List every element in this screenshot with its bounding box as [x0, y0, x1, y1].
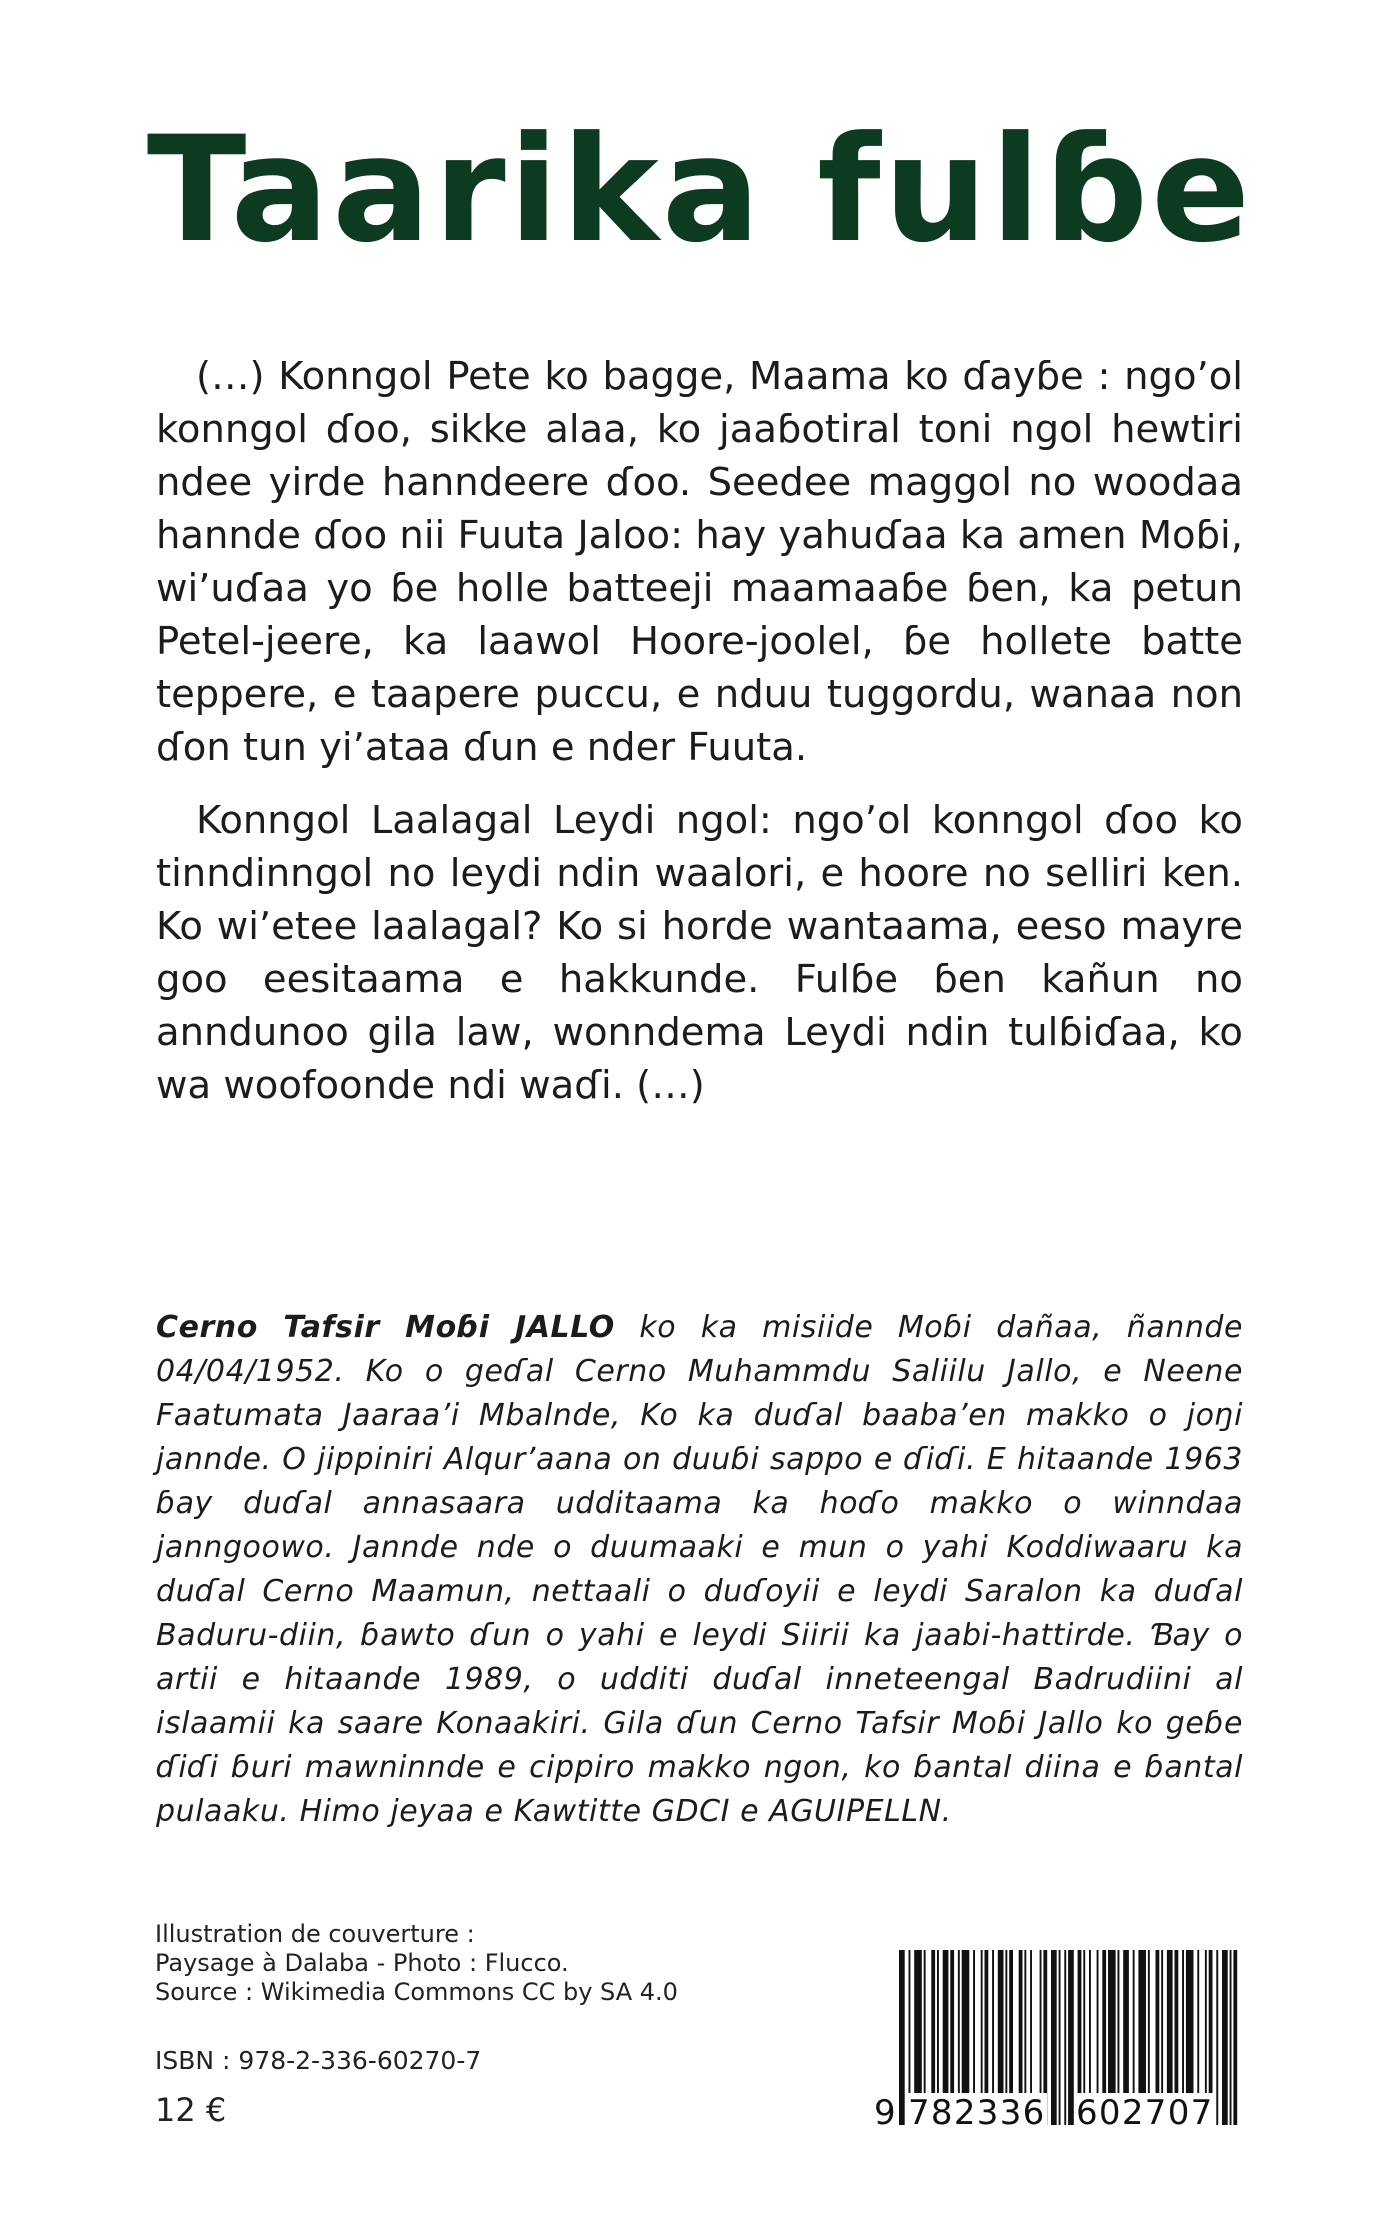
- excerpt-paragraph: Konngol Laalagal Leydi ngol: ngo’ol konngol ɗoo ko tinndinngol no leydi ndin waalori, e hoore no selliri ken. Ko wi’etee laalagal? Ko si horde wantaama, eeso mayre goo eesitaama e hakkunde. Fulɓe ɓen kañun no anndunoo gila law, wonndema Leydi ndin tulɓiɗaa, ko wa woofoonde ndi waɗi. (…): [156, 798, 1243, 1108]
- price-label: 12 €: [155, 2091, 227, 2129]
- credit-line: Illustration de couverture :: [155, 1920, 475, 1948]
- credit-line: Paysage à Dalaba - Photo : Flucco.: [155, 1949, 569, 1977]
- barcode-bar: [1059, 1950, 1061, 2125]
- barcode-bar: [1051, 1950, 1057, 2125]
- author-bio: [156, 1306, 1243, 1834]
- isbn-label: ISBN : 978-2-336-60270-7: [155, 2046, 482, 2075]
- barcode-bar: [1064, 1950, 1066, 2125]
- author-bio-text: ko ka misiide Moɓi dañaa, ñannde 04/04/1952. Ko o geɗal Cerno Muhammdu Saliilu Jallo, e Neene Faatumata Jaaraa’i Mbalnde, Ko ka duɗal baaba’en makko o joŋi jannde. O jippiniri Alqur’aana on duuɓi sappo e ɗiɗi. E hitaande 1963 ɓay duɗal annasaara udditaama ka hoɗo makko o winndaa janngoowo. Jannde nde o duumaaki e mun o yahi Koddiwaaru ka duɗal Cerno Maamun, nettaali o duɗoyii e leydi Saralon ka duɗal Baduru-diin, ɓawto ɗun o yahi e leydi Siirii ka jaabi-hattirde. Ɓay o artii e hitaande 1989, o udditi duɗal inneteengal Badrudiini al islaamii ka saare Konaakiri. Gila ɗun Cerno Tafsir Moɓi Jallo ko geɓe ɗiɗi ɓuri mawninnde e cippiro makko ngon, ko ɓantal diina e ɓantal pulaaku. Himo jeyaa e Kawtitte GDCI e AGUIPELLN.: [156, 1310, 1243, 1829]
- barcode-bar: [1222, 1950, 1228, 2125]
- credit-line: Source : Wikimedia Commons CC by SA 4.0: [155, 1978, 678, 2006]
- barcode-group-right: 602707: [1076, 2093, 1214, 2133]
- barcode-group-left: 782336: [908, 2093, 1046, 2133]
- barcode-bar: [1230, 1950, 1232, 2125]
- barcode-bar: [1216, 1950, 1218, 2125]
- barcode-bar: [1233, 1950, 1237, 2125]
- book-title: Taarika fulɓe: [146, 105, 1254, 275]
- cover-credits: [155, 1920, 678, 2007]
- book-excerpt: [156, 350, 1243, 1132]
- author-name: Cerno Tafsir Moɓi JALLO: [156, 1310, 615, 1345]
- barcode-bar: [1068, 1950, 1074, 2125]
- excerpt-paragraph: (…) Konngol Pete ko bagge, Maama ko ɗayɓe : ngo’ol konngol ɗoo, sikke alaa, ko jaaɓotiral toni ngol hewtiri ndee yirde hanndeere ɗoo. Seedee maggol no woodaa hannde ɗoo nii Fuuta Jaloo: hay yahuɗaa ka amen Moɓi, wi’uɗaa yo ɓe holle batteeji maamaaɓe ɓen, ka petun Petel-jeere, ka laawol Hoore-joolel, ɓe hollete batte teppere, e taapere puccu, e nduu tuggordu, wanaa non ɗon tun yi’ataa ɗun e nder Fuuta.: [156, 354, 1243, 770]
- barcode-bar: [899, 1950, 905, 2125]
- barcode-digit-first: 9: [874, 2093, 897, 2133]
